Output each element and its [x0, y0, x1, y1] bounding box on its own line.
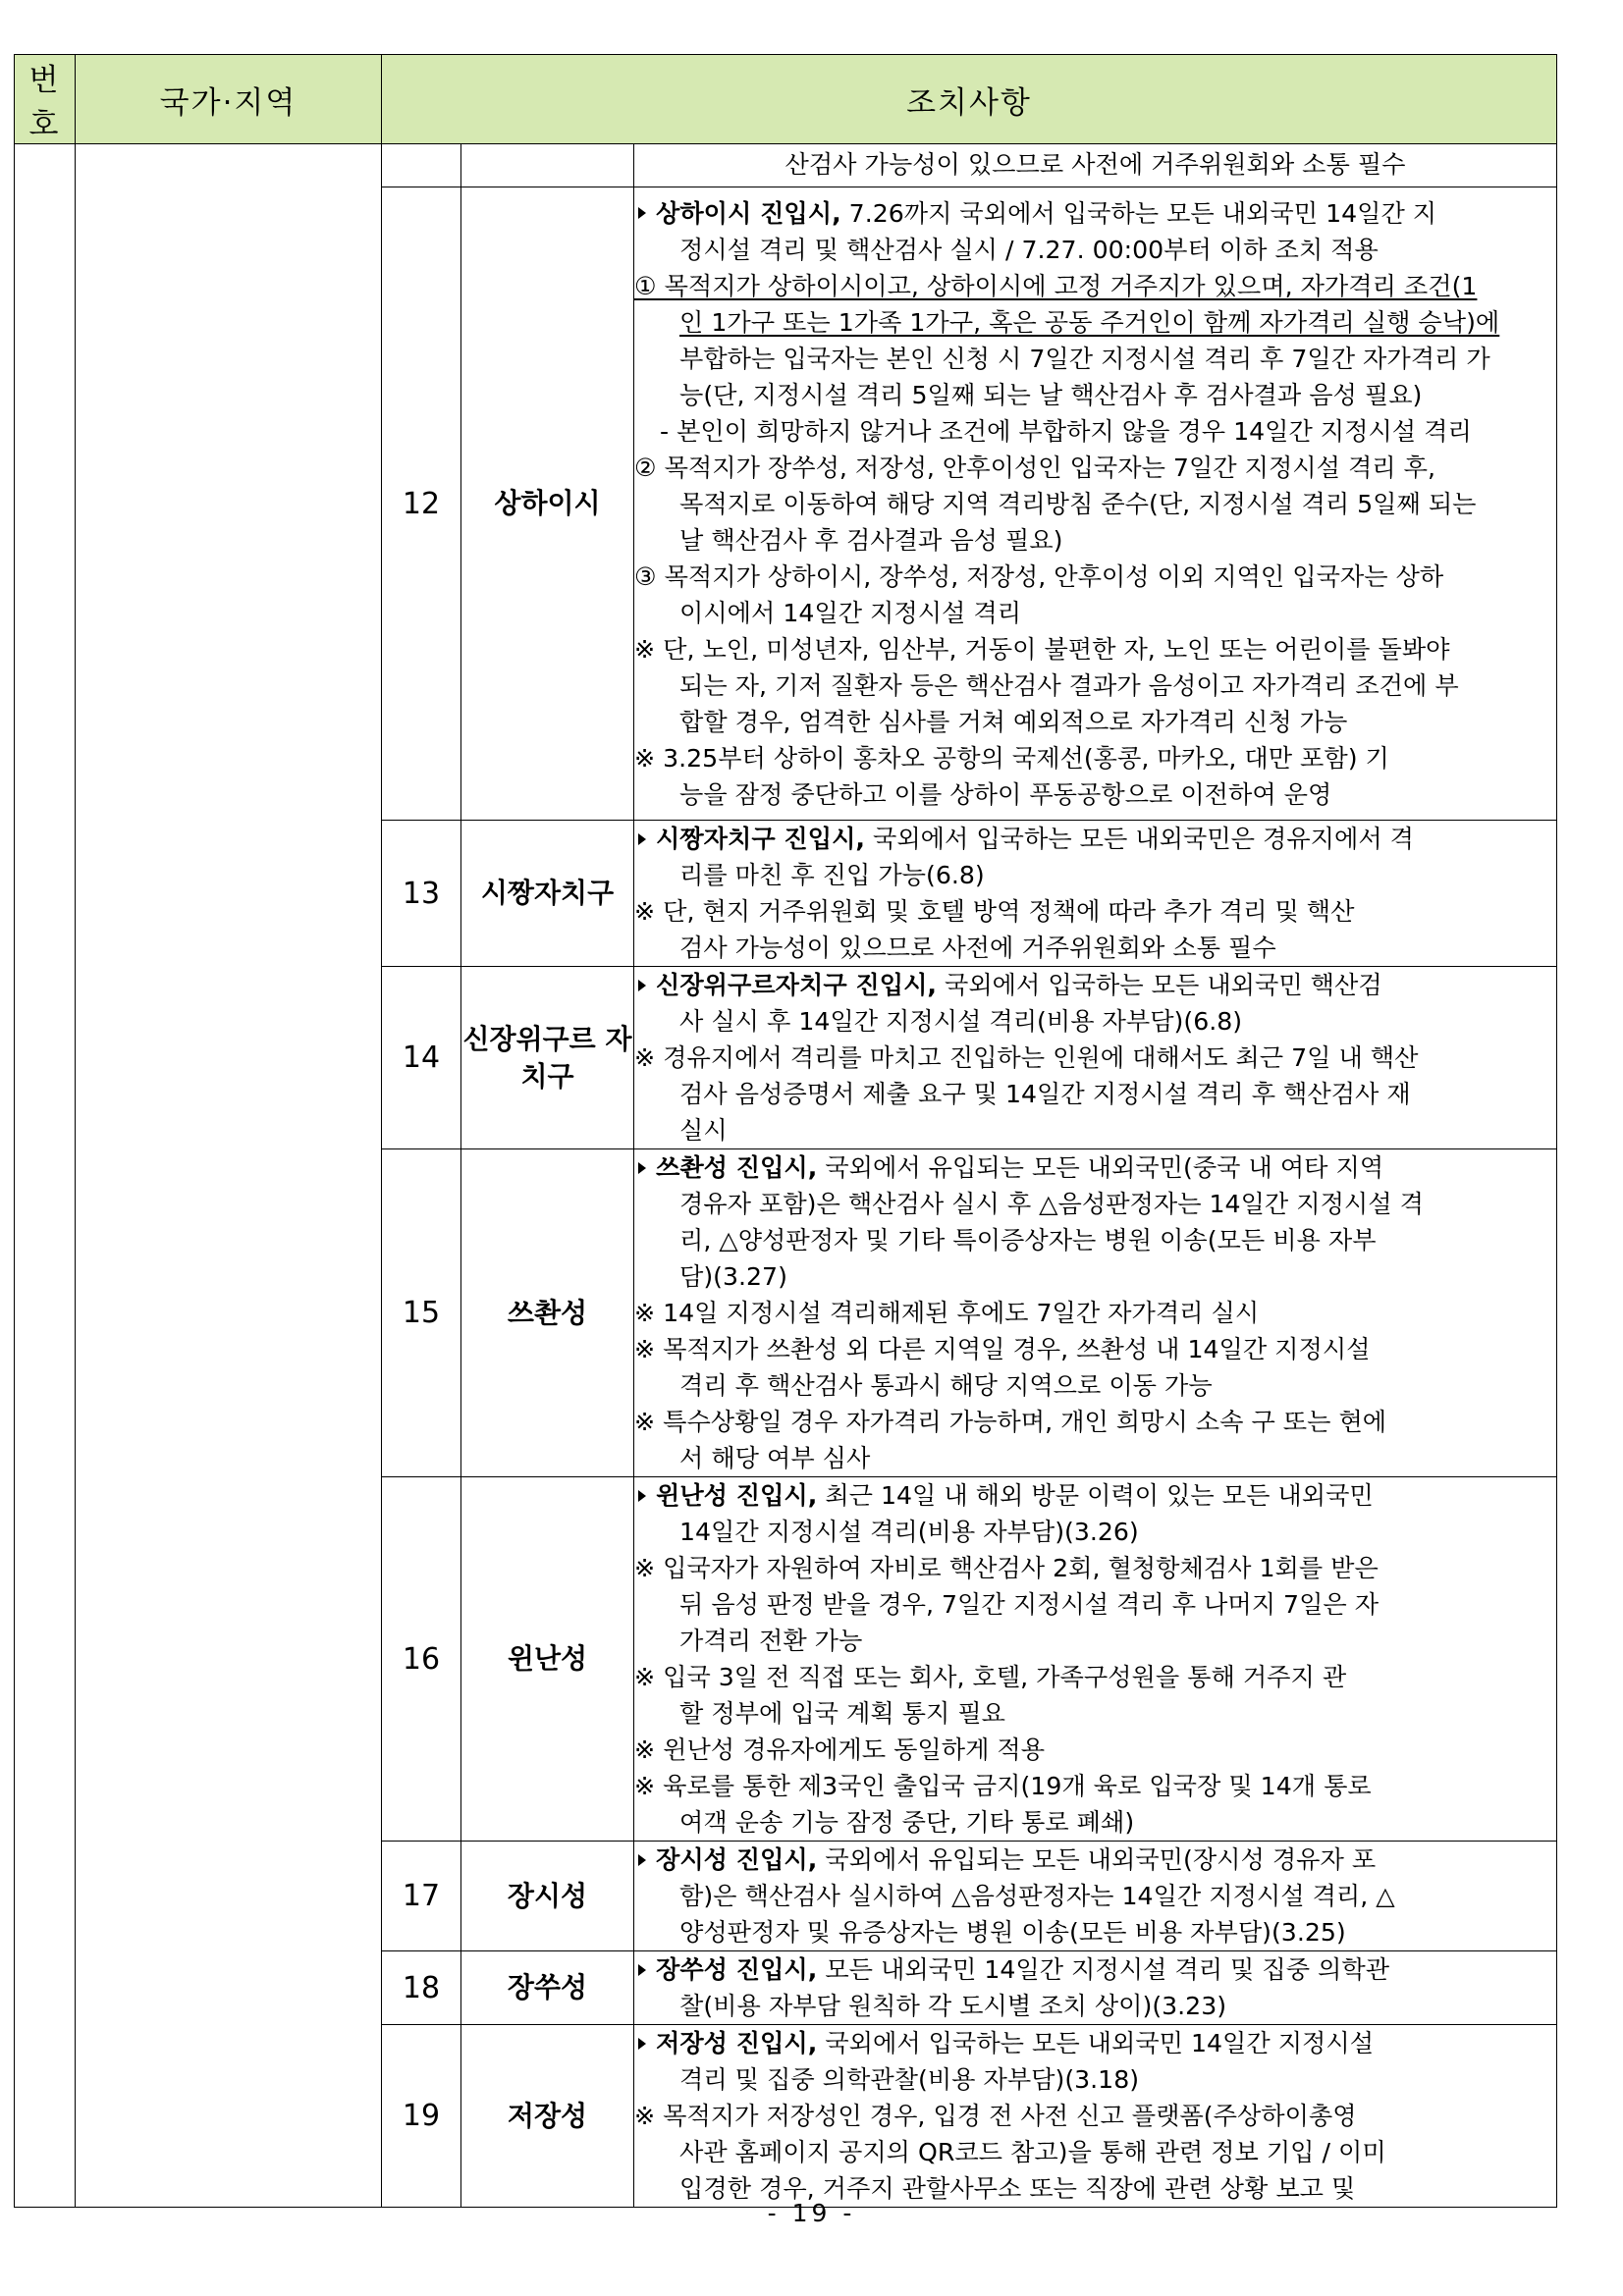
- measure-lead-bold: 저장성 진입시,: [656, 2029, 818, 2057]
- bullet-triangle-icon: [638, 207, 646, 219]
- measure-line: 서 해당 여부 심사: [679, 1444, 871, 1472]
- measure-line: 합할 경우, 엄격한 심사를 거쳐 예외적으로 자가격리 신청 가능: [679, 707, 1348, 736]
- measure-line: [634, 195, 1556, 232]
- measure-cell: [634, 1149, 1557, 1477]
- measure-line: ※ 14일 지정시설 격리해제된 후에도 7일간 자가격리 실시: [634, 1299, 1260, 1327]
- bullet-triangle-icon: [638, 1162, 646, 1174]
- bullet-triangle-icon: [638, 1854, 646, 1866]
- page-number: - 19 -: [767, 2199, 856, 2227]
- measure-line: 부합하는 입국자는 본인 신청 시 7일간 지정시설 격리 후 7일간 자가격리 가: [679, 344, 1490, 373]
- row-number: 15: [382, 1149, 461, 1477]
- table-header-row: [15, 55, 1557, 144]
- row-number: 16: [382, 1477, 461, 1842]
- measure-line: ※ 단, 노인, 미성년자, 임산부, 거동이 불편한 자, 노인 또는 어린이를 돌봐야: [634, 634, 1450, 664]
- measure-text: 장쑤성 진입시, 모든 내외국민 14일간 지정시설 격리 및 집중 의학관: [656, 1955, 1390, 1984]
- measure-line: 능(단, 지정시설 격리 5일째 되는 날 핵산검사 후 검사결과 음성 필요): [679, 380, 1423, 409]
- measure-line: ※ 육로를 통한 제3국인 출입국 금지(19개 육로 입국장 및 14개 통로: [634, 1772, 1372, 1800]
- measure-line: ※ 특수상황일 경우 자가격리 가능하며, 개인 희망시 소속 구 또는 현에: [634, 1408, 1387, 1436]
- region-name: 시짱자치구: [461, 821, 634, 967]
- row-number: 13: [382, 821, 461, 967]
- row-number: 12: [382, 187, 461, 821]
- measure-line: 리, △양성판정자 및 기타 특이증상자는 병원 이송(모든 비용 자부: [679, 1226, 1377, 1255]
- row-number: 19: [382, 2025, 461, 2208]
- measure-line: 격리 및 집중 의학관찰(비용 자부담)(3.18): [679, 2065, 1140, 2094]
- bullet-triangle-icon: [638, 2038, 646, 2050]
- measure-line: ※ 입국 3일 전 직접 또는 회사, 호텔, 가족구성원을 통해 거주지 관: [634, 1663, 1347, 1691]
- header-region: 국가·지역: [76, 55, 382, 144]
- measure-line: [634, 2025, 1556, 2061]
- measure-cell: [634, 187, 1557, 821]
- measure-line: 사관 홈페이지 공지의 QR코드 참고)을 통해 관련 정보 기입 / 이미: [679, 2138, 1386, 2166]
- measure-line: ② 목적지가 장쑤성, 저장성, 안후이성인 입국자는 7일간 지정시설 격리 후,: [634, 453, 1435, 482]
- measure-line: 날 핵산검사 후 검사결과 음성 필요): [679, 525, 1063, 555]
- measure-line: [634, 967, 1556, 1003]
- measure-line: 능을 잠정 중단하고 이를 상하이 푸동공항으로 이전하여 운영: [679, 779, 1332, 809]
- measure-line: [634, 1149, 1556, 1186]
- region-name: 장시성: [461, 1842, 634, 1951]
- region-name: 장쑤성: [461, 1951, 634, 2025]
- measure-cell: [634, 821, 1557, 967]
- continuation-text: 산검사 가능성이 있으므로 사전에 거주위원회와 소통 필수: [634, 144, 1557, 187]
- cont-name-cell: [461, 144, 634, 187]
- bullet-triangle-icon: [638, 980, 646, 991]
- measure-line: 할 정부에 입국 계획 통지 필요: [679, 1699, 1006, 1728]
- measure-line: 사 실시 후 14일간 지정시설 격리(비용 자부담)(6.8): [679, 1007, 1243, 1036]
- header-measures: 조치사항: [382, 55, 1557, 144]
- continuation-row: [15, 144, 1557, 187]
- measure-cell: [634, 2025, 1557, 2208]
- measure-lead-bold: 신장위구르자치구 진입시,: [656, 971, 937, 999]
- row-number: 14: [382, 967, 461, 1149]
- measure-text: 상하이시 진입시, 7.26까지 국외에서 입국하는 모든 내외국민 14일간 지: [656, 198, 1437, 228]
- measure-text: 쓰촨성 진입시, 국외에서 유입되는 모든 내외국민(중국 내 여타 지역: [656, 1153, 1384, 1182]
- measure-lead-bold: 장시성 진입시,: [656, 1845, 818, 1874]
- cont-num-cell: [382, 144, 461, 187]
- measure-text: 신장위구르자치구 진입시, 국외에서 입국하는 모든 내외국민 핵산검: [656, 971, 1382, 999]
- measure-line: 실시: [679, 1116, 728, 1145]
- measure-line: 검사 가능성이 있으므로 사전에 거주위원회와 소통 필수: [679, 934, 1276, 962]
- region-name: 상하이시: [461, 187, 634, 821]
- measure-line: ※ 윈난성 경유자에게도 동일하게 적용: [634, 1735, 1046, 1764]
- measure-line: 되는 자, 기저 질환자 등은 핵산검사 결과가 음성이고 자가격리 조건에 부: [679, 670, 1459, 700]
- bullet-triangle-icon: [638, 1964, 646, 1976]
- measure-line: 정시설 격리 및 핵산검사 실시 / 7.27. 00:00부터 이하 조치 적용: [679, 235, 1379, 264]
- row-number: 18: [382, 1951, 461, 2025]
- measure-line: 목적지로 이동하여 해당 지역 격리방침 준수(단, 지정시설 격리 5일째 되는: [679, 489, 1477, 518]
- measure-cell: [634, 967, 1557, 1149]
- measure-text: 윈난성 진입시, 최근 14일 내 해외 방문 이력이 있는 모든 내외국민: [656, 1481, 1374, 1510]
- measure-line: 검사 음성증명서 제출 요구 및 14일간 지정시설 격리 후 핵산검사 재: [679, 1080, 1411, 1108]
- measure-line: 여객 운송 기능 잠정 중단, 기타 통로 폐쇄): [679, 1808, 1135, 1837]
- measure-line: 찰(비용 자부담 원칙하 각 도시별 조치 상이)(3.23): [679, 1992, 1227, 2020]
- measure-line: 리를 마친 후 진입 가능(6.8): [679, 861, 985, 889]
- measure-line: 14일간 지정시설 격리(비용 자부담)(3.26): [679, 1518, 1139, 1546]
- measure-line: ※ 입국자가 자원하여 자비로 핵산검사 2회, 혈청항체검사 1회를 받은: [634, 1554, 1379, 1582]
- region-name: 쓰촨성: [461, 1149, 634, 1477]
- measure-line: 가격리 전환 가능: [679, 1627, 863, 1655]
- measure-cell: [634, 1842, 1557, 1951]
- measure-lead-bold: 상하이시 진입시,: [656, 198, 841, 228]
- measure-line: [634, 1951, 1556, 1988]
- measure-lead-bold: 시짱자치구 진입시,: [656, 825, 865, 853]
- measure-text: 저장성 진입시, 국외에서 입국하는 모든 내외국민 14일간 지정시설: [656, 2029, 1375, 2057]
- measure-line: ① 목적지가 상하이시이고, 상하이시에 고정 거주지가 있으며, 자가격리 조건(1: [634, 271, 1478, 300]
- measure-line: ※ 목적지가 저장성인 경우, 입경 전 사전 신고 플랫폼(주상하이총영: [634, 2102, 1357, 2130]
- measure-lead-bold: 윈난성 진입시,: [656, 1481, 818, 1510]
- document-page: [14, 54, 1557, 2208]
- measure-lead-bold: 장쑤성 진입시,: [656, 1955, 818, 1984]
- measure-line: ※ 경유지에서 격리를 마치고 진입하는 인원에 대해서도 최근 7일 내 핵산: [634, 1043, 1419, 1072]
- outer-num-cell: [15, 144, 76, 2208]
- region-name: 저장성: [461, 2025, 634, 2208]
- measure-line: ※ 단, 현지 거주위원회 및 호텔 방역 정책에 따라 추가 격리 및 핵산: [634, 897, 1355, 926]
- measure-line: 인 1가구 또는 1가족 1가구, 혹은 공동 주거인이 함께 자가격리 실행 승낙)에: [679, 307, 1500, 337]
- outer-region-cell: [76, 144, 382, 2208]
- measure-text: 시짱자치구 진입시, 국외에서 입국하는 모든 내외국민은 경유지에서 격: [656, 825, 1414, 853]
- measure-line: [634, 1842, 1556, 1878]
- measure-line: 함)은 핵산검사 실시하여 △음성판정자는 14일간 지정시설 격리, △: [679, 1882, 1395, 1910]
- measure-line: ※ 3.25부터 상하이 홍차오 공항의 국제선(홍콩, 마카오, 대만 포함) 기: [634, 743, 1389, 773]
- region-name: 윈난성: [461, 1477, 634, 1842]
- measure-line: [634, 1477, 1556, 1514]
- header-num: 번호: [15, 55, 76, 144]
- measure-line: 입경한 경우, 거주지 관할사무소 또는 직장에 관련 상황 보고 및: [679, 2174, 1356, 2203]
- measures-table: [14, 54, 1557, 2208]
- bullet-triangle-icon: [638, 1490, 646, 1502]
- row-number: 17: [382, 1842, 461, 1951]
- measure-line: 양성판정자 및 유증상자는 병원 이송(모든 비용 자부담)(3.25): [679, 1918, 1346, 1947]
- measure-cell: [634, 1477, 1557, 1842]
- measure-cell: [634, 1951, 1557, 2025]
- measure-line: 격리 후 핵산검사 통과시 해당 지역으로 이동 가능: [679, 1371, 1213, 1400]
- measure-line: 경유자 포함)은 핵산검사 실시 후 △음성판정자는 14일간 지정시설 격: [679, 1190, 1424, 1218]
- measure-text: 장시성 진입시, 국외에서 유입되는 모든 내외국민(장시성 경유자 포: [656, 1845, 1377, 1874]
- measure-line: 이시에서 14일간 지정시설 격리: [679, 598, 1022, 627]
- measure-line: - 본인이 희망하지 않거나 조건에 부합하지 않을 경우 14일간 지정시설 격리: [660, 416, 1472, 446]
- bullet-triangle-icon: [638, 833, 646, 845]
- measure-line: ※ 목적지가 쓰촨성 외 다른 지역일 경우, 쓰촨성 내 14일간 지정시설: [634, 1335, 1371, 1363]
- measure-line: ③ 목적지가 상하이시, 장쑤성, 저장성, 안후이성 이외 지역인 입국자는 상하: [634, 561, 1444, 591]
- region-name: 신장위구르 자치구: [461, 967, 634, 1149]
- measure-line: 담)(3.27): [679, 1262, 787, 1291]
- measure-line: 뒤 음성 판정 받을 경우, 7일간 지정시설 격리 후 나머지 7일은 자: [679, 1590, 1380, 1619]
- measure-line: [634, 821, 1556, 857]
- measure-lead-bold: 쓰촨성 진입시,: [656, 1153, 818, 1182]
